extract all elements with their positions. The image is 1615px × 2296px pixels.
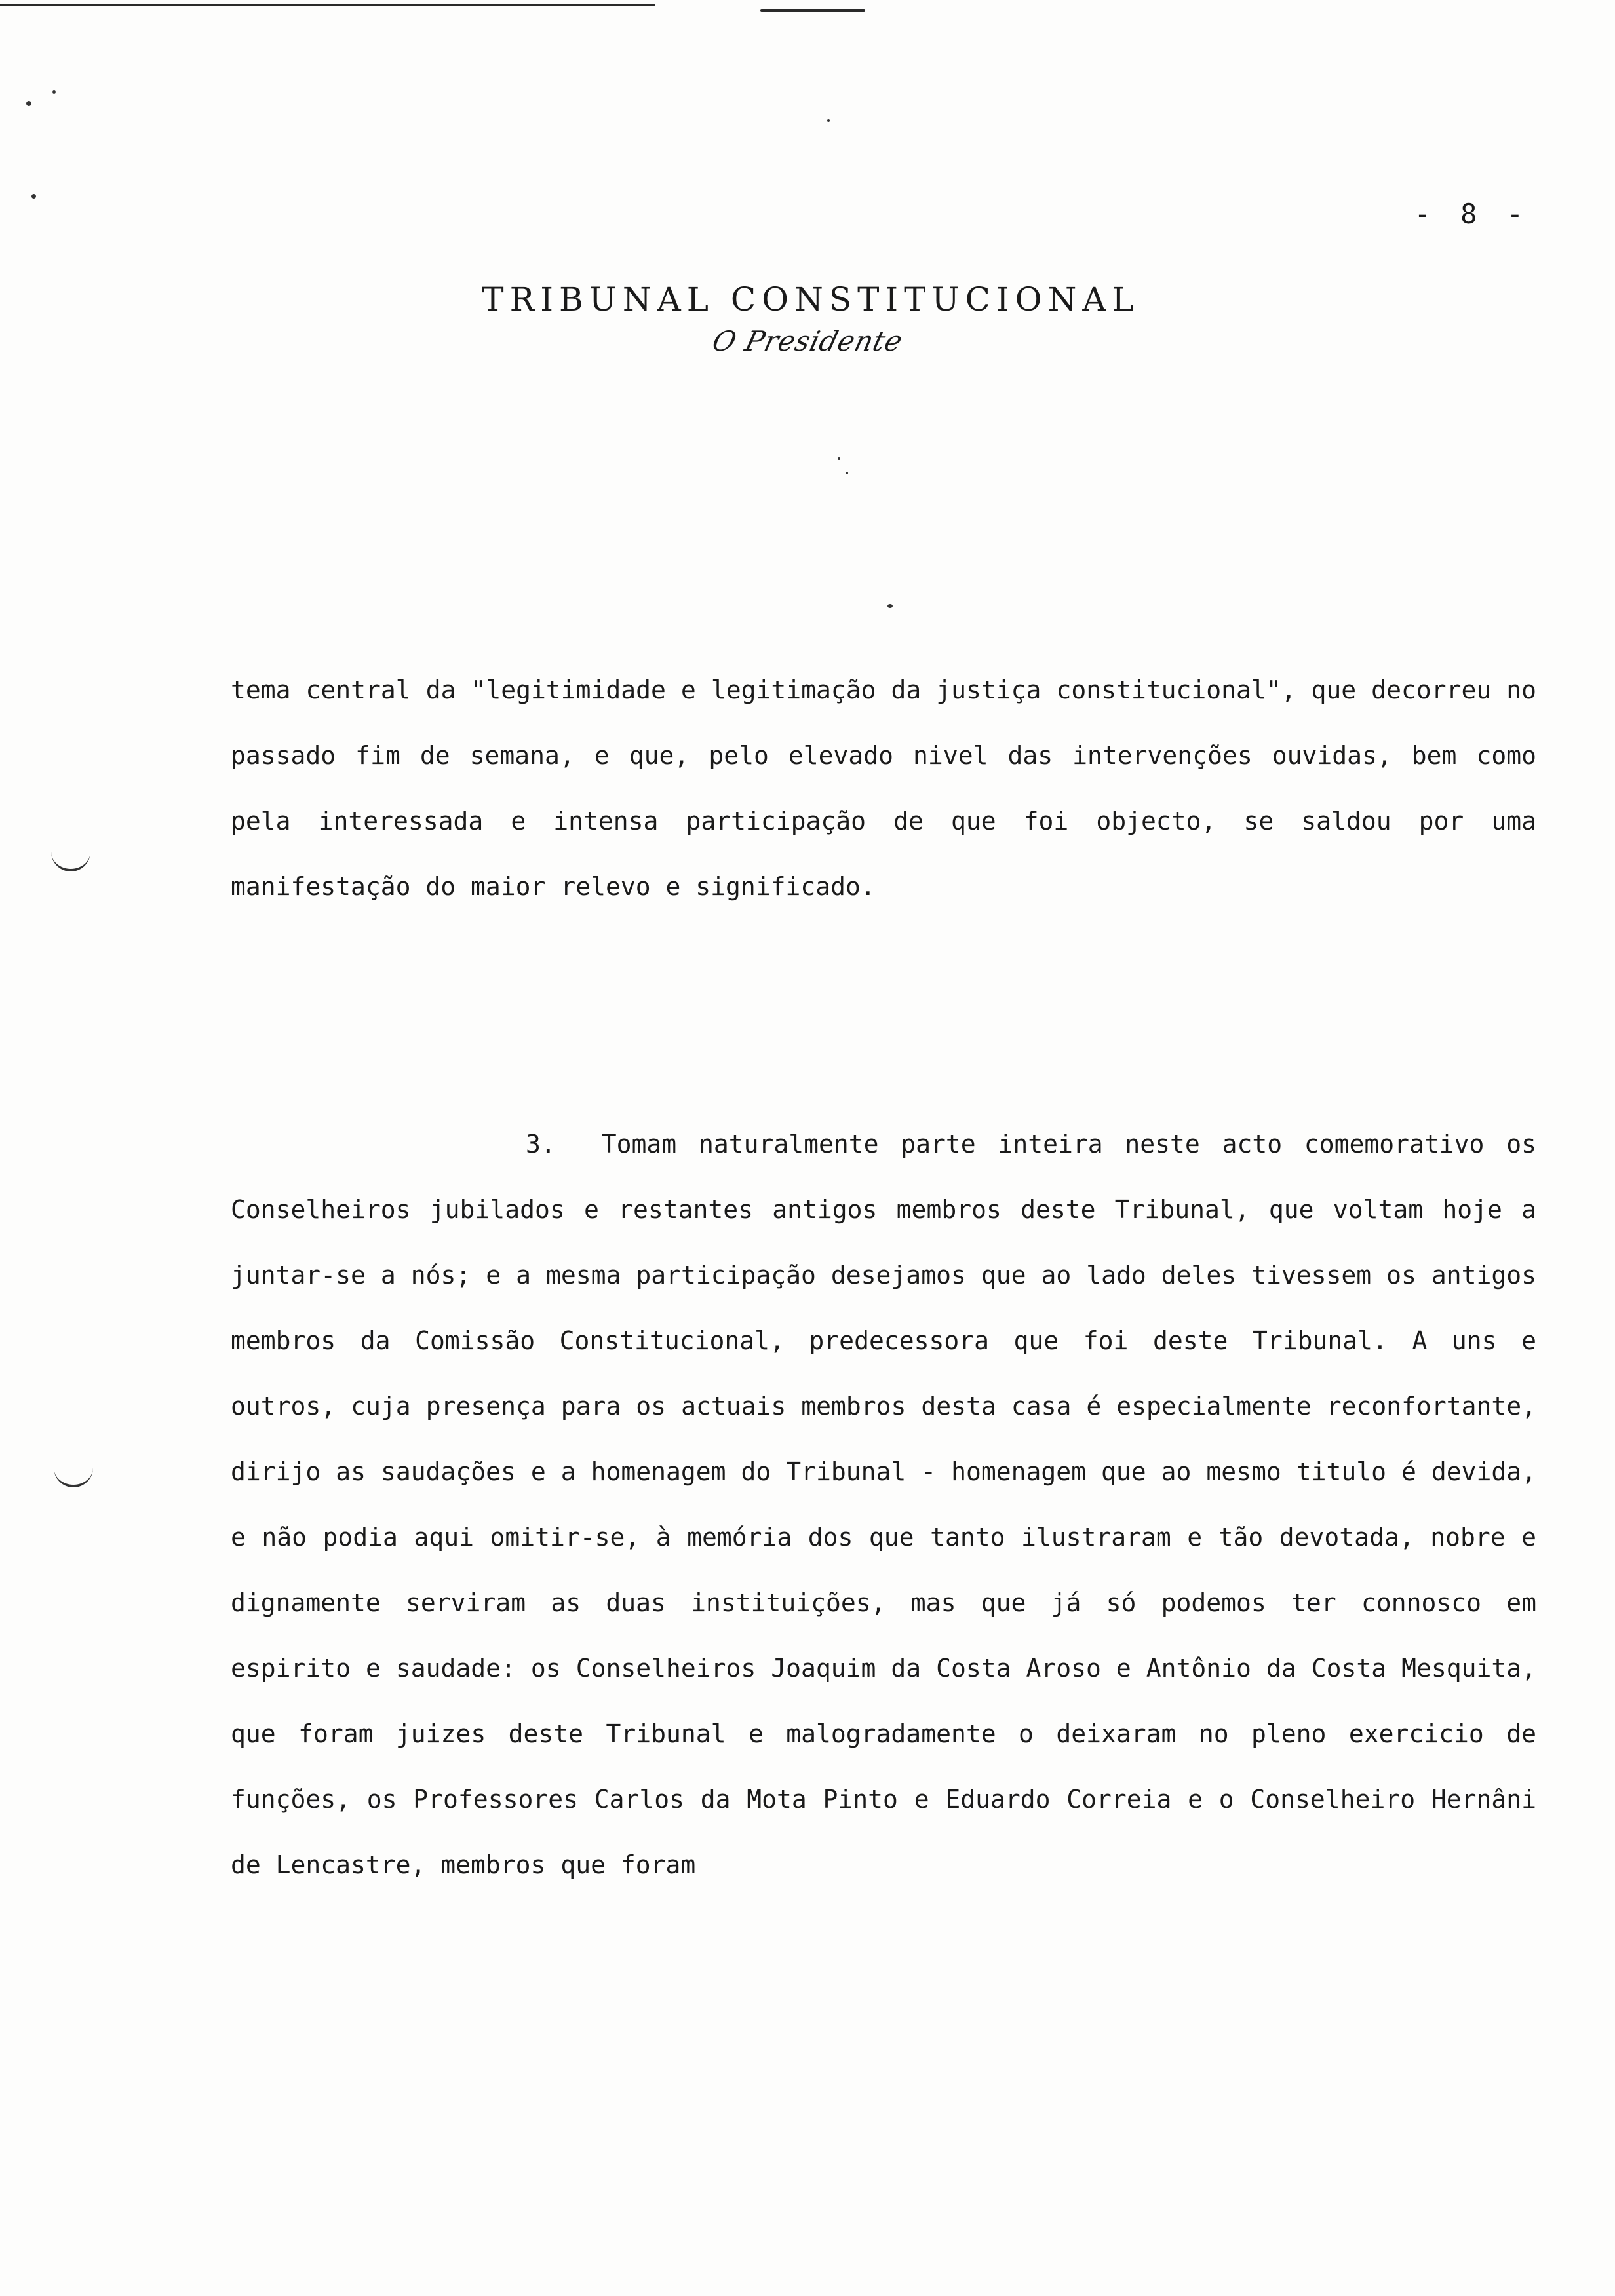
margin-mark [54,1468,93,1487]
letterhead [0,280,1615,357]
paragraph-3 [231,1111,1536,1898]
office-title: O Presidente [709,325,906,357]
scan-speck [838,457,840,460]
paragraph-continued [231,657,1536,919]
page-number: - 8 - [1414,198,1530,230]
scan-speck [31,194,36,199]
scan-speck [26,101,31,106]
paragraph-number: 3. [526,1130,556,1158]
scan-speck [887,604,893,608]
institution-name: TRIBUNAL CONSTITUCIONAL [482,280,1140,318]
paragraph-body [231,1111,1536,1898]
scan-speck [827,119,830,122]
paragraph-text: tema central da "legitimidade e legitimação da justiça constitucional", que decorreu no passado fim de semana, e que, pelo elevado nivel das intervenções ouvidas, bem como pela interessada e intensa participação de que foi objecto, se saldou por uma manifestação do maior relevo e significado. [231,676,1536,901]
scan-speck [52,90,56,94]
scan-edge-mark [760,9,865,12]
paragraph-text: Tomam naturalmente parte inteira neste acto comemorativo os Conselheiros jubilados e restantes antigos membros deste Tribunal, que voltam hoje a juntar-se a nós; e a mesma participação desejamos que ao lado deles tivessem os antigos membros da Comissão Constitucional, predecessora que foi deste Tribunal. A uns e outros, cuja presença para os actuais membros desta casa é especialmente reconfortante, dirijo as saudações e a homenagem do Tribunal - homenagem que ao mesmo titulo é devida, e não podia aqui omitir-se, à memória dos que tanto ilustraram e tão devotada, nobre e dignamente serviram as duas instituições, mas que já só podemos ter connosco em espirito e saudade: os Conselheiros Joaquim da Costa Aroso e Antônio da Costa Mesquita, que foram juizes deste Tribunal e malogradamente o deixaram no pleno exercicio de funções, os Professores Carlos da Mota Pinto e Eduardo Correia e o Conselheiro Hernâni de Lencastre, membros que foram [231,1130,1536,1879]
scan-speck [846,472,848,474]
scan-edge-line [0,4,655,6]
margin-mark [51,852,90,871]
